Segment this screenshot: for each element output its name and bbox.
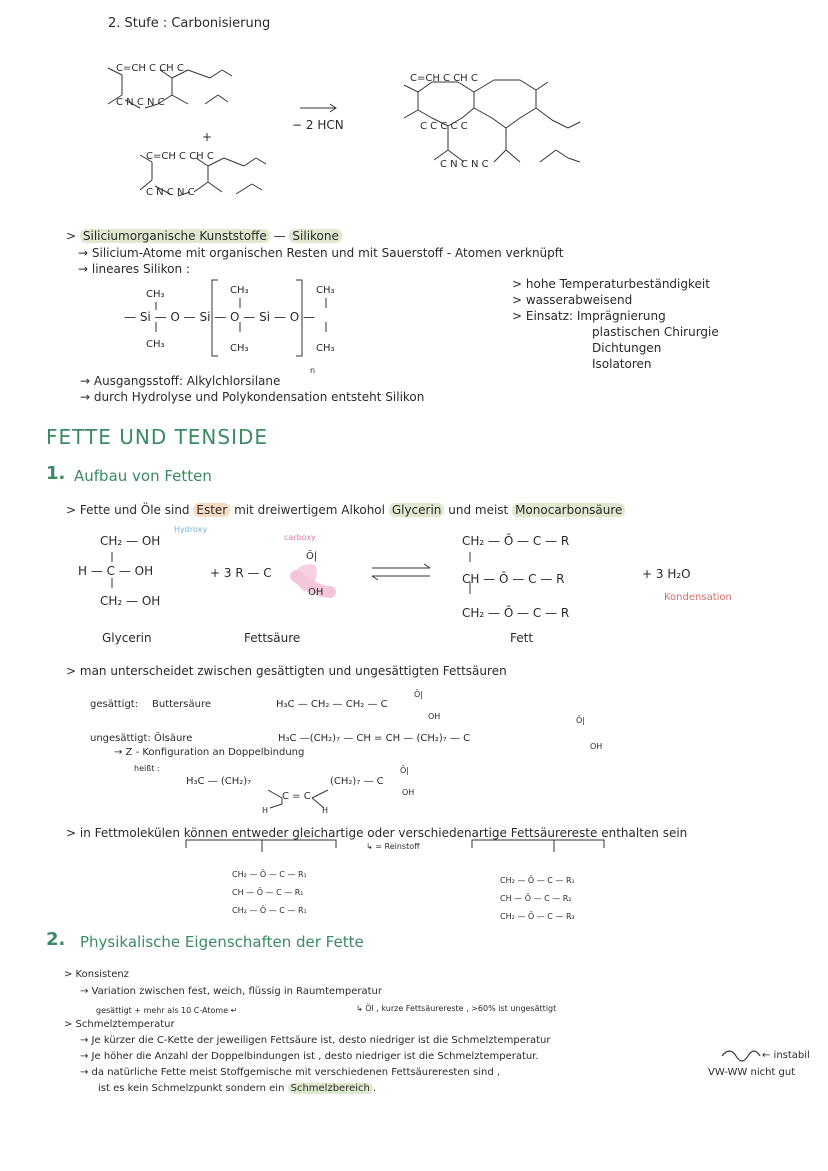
sat-o: Ō| [414, 690, 423, 699]
squiggle-icon [722, 1051, 760, 1061]
carboxy-label: carboxy [284, 533, 316, 542]
s1-title: Aufbau von Fetten [74, 467, 212, 485]
unsat-formula: H₃C —(CH₂)₇ — CH = CH — (CH₂)₇ — C [278, 733, 471, 744]
formula-text: C N C N C [116, 97, 165, 108]
vw: VW-WW nicht gut [708, 1067, 796, 1078]
fat-row-1: CH₂ — Ō — C — R [462, 534, 570, 548]
silicone-use: Dichtungen [592, 341, 662, 355]
schmelz: > Schmelztemperatur [64, 1019, 175, 1030]
k1: → Variation zwischen fest, weich, flüssig in Raumtemperatur [80, 986, 383, 997]
sat-formula: H₃C — CH₂ — CH₂ — C [276, 699, 388, 710]
same-row: CH₂ — Ō — C — R₁ [232, 906, 307, 915]
s2-title: Physikalische Eigenschaften der Fette [80, 933, 364, 951]
silicone-chain: — Si — O — Si — O — Si — O — [124, 310, 315, 324]
silicone-title-row: > Siliciumorganische Kunststoffe — Silikone [66, 229, 342, 243]
acid-formula: + 3 R — C [210, 566, 272, 580]
ch3-label: CH₃ [230, 343, 249, 354]
ch3-label: CH₃ [146, 289, 165, 300]
acid-o: Ō| [306, 551, 318, 562]
reinstoff: ↳ = Reinstoff [366, 842, 420, 851]
section-title: FETTE UND TENSIDE [46, 425, 269, 449]
formula-text: C N C N C [146, 187, 195, 198]
same-bracket [186, 840, 336, 852]
ch3-label: CH₃ [316, 285, 335, 296]
z-right: (CH₂)₇ — C [330, 776, 384, 787]
z-config: → Z - Konfiguration an Doppelbindung [114, 747, 305, 758]
z-cc: C = C [282, 791, 311, 802]
z-oh: OH [402, 788, 415, 797]
ch3-label: CH₃ [230, 285, 249, 296]
instabil: ← instabil [762, 1050, 810, 1061]
water-product: + 3 H₂O [642, 567, 691, 581]
formula-text: C=CH C CH C [410, 73, 478, 84]
silicone-use: Isolatoren [592, 357, 652, 371]
reaction-arrow [300, 104, 336, 112]
silicone-foot2: → durch Hydrolyse und Polykondensation entsteht Silikon [80, 390, 425, 404]
stage-label: 2. Stufe : Carbonisierung [108, 16, 271, 31]
glycerin-caption: Glycerin [102, 631, 152, 645]
glycerin-row-2: H — C — OH [78, 564, 154, 578]
silicone-tag: Silikone [289, 229, 341, 243]
m1: → Je kürzer die C-Kette der jeweiligen Fettsäure ist, desto niedriger ist die Schmelztemperatur [80, 1035, 551, 1046]
glycerin-row-3: CH₂ — OH [100, 594, 161, 608]
byproduct: − 2 HCN [292, 118, 344, 132]
diff-bracket [472, 840, 604, 852]
diff-row: CH₂ — Ō — C — R₃ [500, 912, 575, 921]
silicone-prop: > hohe Temperaturbeständigkeit [512, 277, 710, 291]
formula-text: C=CH C CH C [146, 151, 214, 162]
acid-oh: OH [308, 587, 324, 598]
condensation-label: Kondensation [664, 592, 732, 603]
konsistenz: > Konsistenz [64, 969, 129, 980]
molecules-text: > in Fettmolekülen können entweder gleichartige oder verschiedenartige Fettsäurereste enthalten sein [66, 826, 688, 840]
formula-text: C=CH C CH C [116, 63, 184, 74]
unsat-label: ungesättigt: [90, 733, 151, 744]
k3: ↳ Öl , kurze Fettsäurereste , >60% ist ungesättigt [356, 1004, 557, 1013]
silicone-foot1: → Ausgangsstoff: Alkylchlorsilane [80, 374, 281, 388]
fat-row-2: CH — Ō — C — R [462, 572, 565, 586]
unsat-oh: OH [590, 742, 603, 751]
ch3-label: CH₃ [316, 343, 335, 354]
unsat-o: Ō| [576, 716, 585, 725]
k2: gesättigt + mehr als 10 C-Atome ↵ [96, 1006, 238, 1015]
formula-text: C N C N C [440, 159, 489, 170]
silicone-title: Siliciumorganische Kunststoffe [80, 229, 270, 243]
s1-number: 1. [46, 463, 66, 484]
hydroxy-label: Hydroxy [174, 525, 208, 534]
equilibrium-arrow [372, 564, 430, 580]
m4: ist es kein Schmelzpunkt sondern ein Schmelzbereich . [98, 1083, 377, 1094]
silicone-line2: → lineares Silikon : [78, 262, 190, 276]
same-row: CH₂ — Ō — C — R₁ [232, 870, 307, 879]
z-h: H [262, 806, 269, 815]
n-label: n [310, 366, 316, 375]
z-h: H [322, 806, 329, 815]
s1-intro: > Fette und Öle sind Ester mit dreiwertigem Alkohol Glycerin und meist Monocarbonsäure [66, 503, 625, 517]
formula-text: C C C C C [420, 121, 468, 132]
distinguish: > man unterscheidet zwischen gesättigten und ungesättigten Fettsäuren [66, 664, 507, 678]
silicone-prop: > wasserabweisend [512, 293, 633, 307]
s2-number: 2. [46, 929, 66, 950]
silicone-use: plastischen Chirurgie [592, 325, 719, 339]
m3: → da natürliche Fette meist Stoffgemische mit verschiedenen Fettsäureresten sind , [80, 1067, 501, 1078]
same-row: CH — Ō — C — R₁ [232, 888, 304, 897]
diff-row: CH₂ — Ō — C — R₁ [500, 876, 575, 885]
heisst: heißt : [134, 764, 160, 773]
fat-caption: Fett [510, 631, 534, 645]
fat-row-3: CH₂ — Ō — C — R [462, 606, 570, 620]
acid-caption: Fettsäure [244, 631, 301, 645]
sat-label: gesättigt: [90, 699, 139, 710]
z-left: H₃C — (CH₂)₇ [186, 776, 252, 787]
diff-row: CH — Ō — C — R₂ [500, 894, 572, 903]
unsat-name: Ölsäure [154, 733, 193, 744]
glycerin-row-1: CH₂ — OH [100, 534, 161, 548]
plus-sign: + [202, 130, 213, 144]
silicone-prop: > Einsatz: Imprägnierung [512, 309, 666, 323]
z-o: Ō| [400, 766, 409, 775]
m2: → Je höher die Anzahl der Doppelbindungen ist , desto niedriger ist die Schmelztemperatur. [80, 1051, 539, 1062]
silicone-line1: → Silicium-Atome mit organischen Resten und mit Sauerstoff - Atomen verknüpft [78, 246, 564, 260]
sat-oh: OH [428, 712, 441, 721]
ch3-label: CH₃ [146, 339, 165, 350]
sat-name: Buttersäure [152, 699, 212, 710]
